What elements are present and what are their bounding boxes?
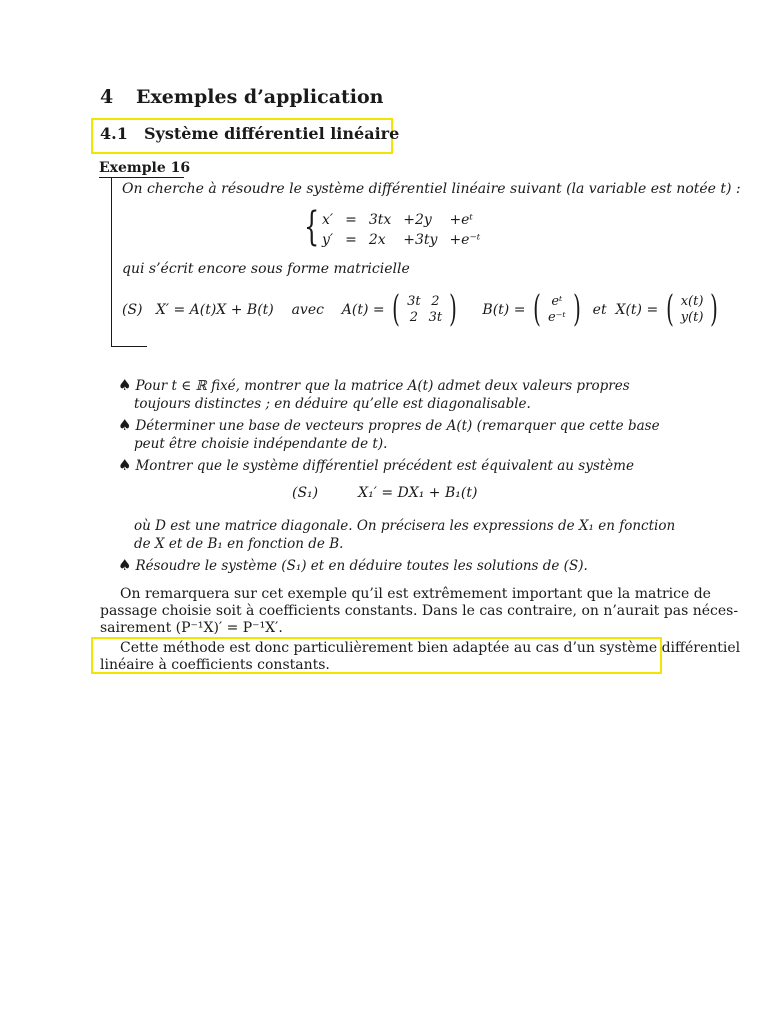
question-item: ♠ Pour t ∈ ℝ fixé, montrer que la matrice A(t) admet deux valeurs propres toujours distinctes ; en déduire qu’elle est diagonalisable.: [118, 376, 630, 412]
system-table: [316, 210, 486, 250]
example-label: Exemple 16: [99, 160, 191, 176]
subsection-number: 4.1: [100, 124, 128, 143]
section-number: 4: [100, 86, 114, 108]
spade-icon: ♠: [118, 456, 132, 474]
question-item: ♠ Résoudre le système (S₁) et en déduire toutes les solutions de (S).: [118, 556, 588, 574]
question-item: ♠ Montrer que le système différentiel précédent est équivalent au système: [118, 456, 634, 474]
matrix-x: ( x(t) y(t) ): [665, 289, 719, 330]
equation-s1: [292, 485, 477, 501]
avec-word: avec: [291, 302, 324, 318]
matrix-b: ( eᵗ e⁻ᵗ ): [533, 289, 581, 330]
et-word: et: [592, 302, 607, 318]
matrix-lhs: (S) X′ = A(t)X + B(t): [122, 302, 274, 318]
spade-icon: ♠: [118, 556, 132, 574]
a-label: A(t) =: [341, 302, 385, 318]
remark-paragraph: On remarquera sur cet exemple qu’il est extrêmement important que la matrice de passage choisie soit à coefficients constants. Dans le cas contraire, on n’aurait pas néces- sairement (P⁻¹X)′ = P⁻¹X′.: [100, 586, 739, 636]
subsection-title-text: Système différentiel linéaire: [144, 124, 400, 143]
section-title: [100, 86, 383, 108]
matrix-a: ( 3t 2 2 3t ): [392, 289, 457, 330]
matrix-intro: qui s’écrit encore sous forme matricielle: [122, 261, 410, 277]
matrix-equation: [122, 290, 721, 330]
equation-s1-label: (S₁): [292, 485, 319, 501]
example-left-bar: [111, 177, 112, 346]
question-item: ♠ Déterminer une base de vecteurs propres de A(t) (remarquer que cette base peut être choisie indépendante de t).: [118, 416, 660, 452]
question-continuation: où D est une matrice diagonale. On précisera les expressions de X₁ en fonction de X et de B₁ en fonction de B.: [134, 518, 676, 552]
spade-icon: ♠: [118, 376, 132, 394]
example-bottom-rule: [111, 346, 147, 347]
subsection-title: [100, 124, 399, 143]
system-row: x′ = 3tx +2y +eᵗ: [322, 212, 473, 228]
system-brace: {: [304, 204, 320, 250]
equation-s1-expr: X₁′ = DX₁ + B₁(t): [358, 485, 478, 501]
x-label: X(t) =: [615, 302, 659, 318]
spade-icon: ♠: [118, 416, 132, 434]
section-title-text: Exemples d’application: [136, 86, 384, 108]
conclusion-paragraph: Cette méthode est donc particulièrement bien adaptée au cas d’un système différentiel linéaire à coefficients constants.: [100, 640, 741, 673]
b-label: B(t) =: [482, 302, 526, 318]
example-intro: On cherche à résoudre le système différentiel linéaire suivant (la variable est notée t) :: [122, 181, 741, 197]
system-row: y′ = 2x +3ty +e⁻ᵗ: [322, 232, 481, 248]
